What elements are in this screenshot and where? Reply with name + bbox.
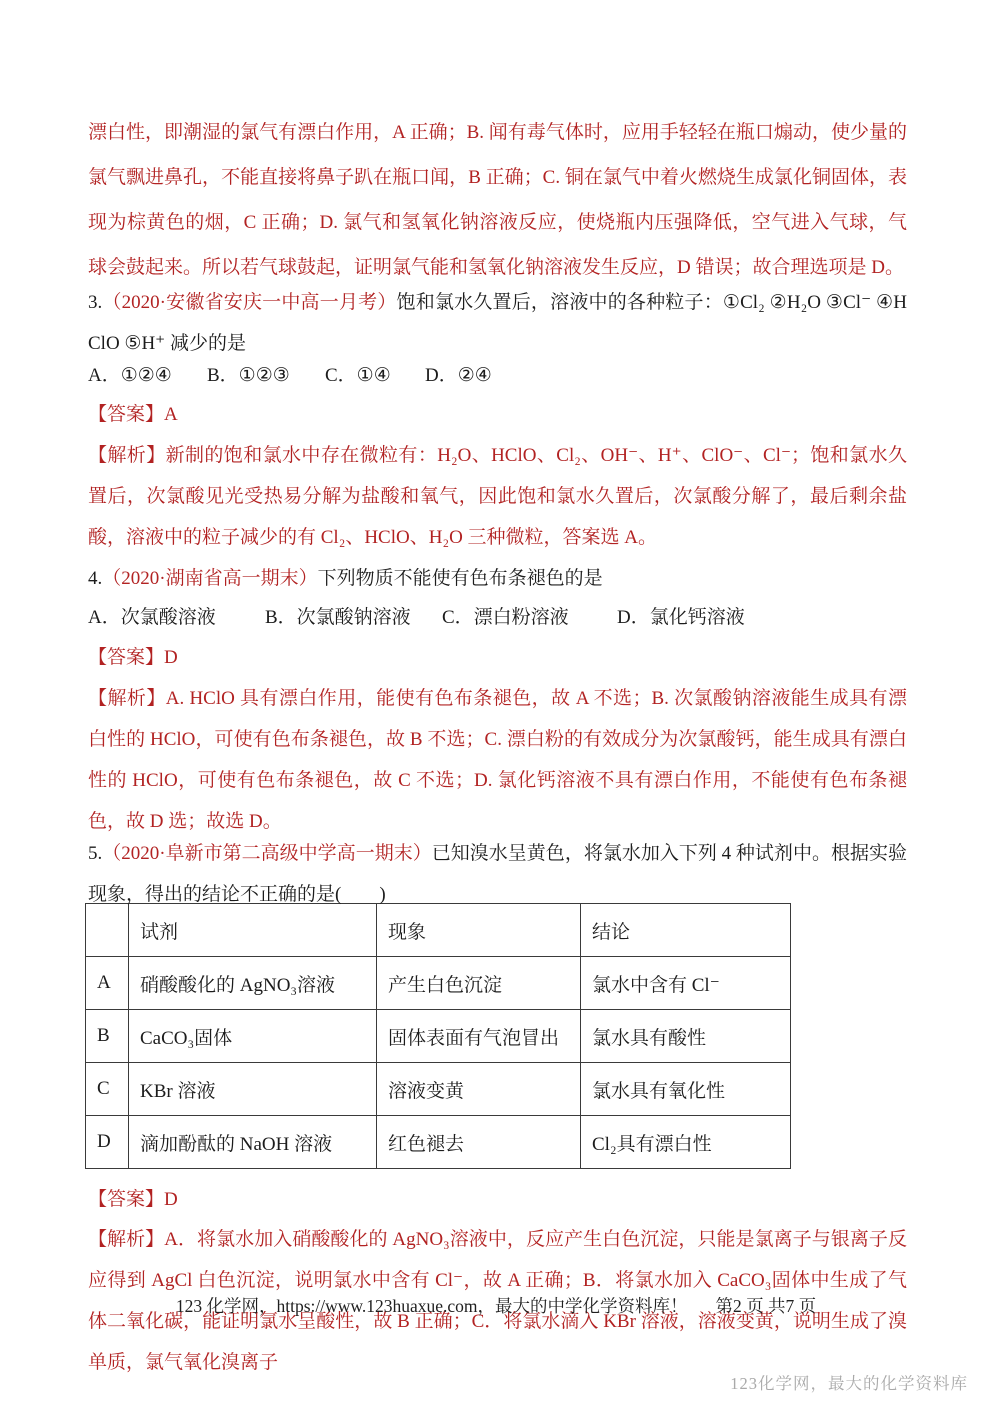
question-3-source: （2020·安徽省安庆一中高一月考） (102, 292, 397, 313)
question-3-answer (88, 394, 907, 435)
table-row (86, 957, 791, 1010)
answer-label: 【答案】 (88, 404, 165, 425)
question-4-analysis (88, 678, 907, 842)
row-phenomenon: 产生白色沉淀 (377, 957, 581, 1010)
row-label: B (86, 1010, 129, 1063)
answer-label: 【答案】 (88, 647, 165, 668)
analysis-text: A. HClO 具有漂白作用，能使有色布条褪色，故 A 不选；B. 次氯酸钠溶液能生成具有漂白性的 HClO，可使有色布条褪色，故 B 不选；C. 漂白粉的有效成分为次氯酸钙，能生成具有漂白性的 HClO，可使有色布条褪色，故 C 不选；D. 氯化钙溶液不具有漂白作用，不能使有色布条褪色，故 D 选；故选 D。 (88, 688, 907, 832)
question-3-option-c: C．①④ (325, 365, 391, 386)
analysis-label: 【解析】 (88, 445, 166, 466)
answer-label: 【答案】 (88, 1189, 165, 1210)
row-label: C (86, 1063, 129, 1116)
answer-value: D (164, 1189, 178, 1210)
analysis-text: A．将氯水加入硝酸酸化的 AgNO₃溶液中，反应产生白色沉淀，只能是氯离子与银离子反应得到 AgCl 白色沉淀，说明氯水中含有 Cl⁻，故 A 正确；B．将氯水加入 CaCO₃固体中生成了气体二氧化碳，能证明氯水呈酸性，故 B 正确；C．将氯水滴入 KBr 溶液，溶液变黄，说明生成了溴单质，氯气氧化溴离子 (88, 1229, 907, 1373)
question-4-options (88, 597, 907, 638)
row-conclusion: 氯水中含有 Cl⁻ (581, 957, 791, 1010)
previous-question-analysis: 漂白性，即潮湿的氯气有漂白作用，A 正确；B. 闻有毒气体时，应用手轻轻在瓶口煽动，使少量的氯气飘进鼻孔，不能直接将鼻子趴在瓶口闻，B 正确；C. 铜在氯气中着火燃烧生成氯化铜固体，表现为棕黄色的烟，C 正确；D. 氯气和氢氧化钠溶液反应，使烧瓶内压强降低，空气进入气球，气球会鼓起来。所以若气球鼓起，证明氯气能和氢氧化钠溶液发生反应，D 错误；故合理选项是 D。 (88, 122, 907, 278)
row-reagent: 滴加酚酞的 NaOH 溶液 (129, 1116, 377, 1169)
question-5-text: 已知溴水呈黄色，将氯水加入下列 4 种试剂中。根据实验现象，得出的结论不正确的是( ) (88, 843, 907, 905)
watermark-text: 123化学网，最大的化学资料库 (730, 1374, 968, 1393)
question-5-number: 5. (88, 843, 103, 864)
row-reagent: 硝酸酸化的 AgNO₃溶液 (129, 957, 377, 1010)
question-3-option-a: A．①②④ (88, 365, 172, 386)
question-3-option-d: D．②④ (425, 365, 492, 386)
question-5-source: （2020·阜新市第二高级中学高一期末） (102, 843, 432, 864)
analysis-label: 【解析】 (88, 688, 166, 709)
row-reagent: CaCO₃固体 (129, 1010, 377, 1063)
question-3-option-b: B．①②③ (207, 365, 290, 386)
question-4-source: （2020·湖南省高一期末） (102, 568, 318, 589)
question-4-option-b: B．次氯酸钠溶液 (265, 607, 411, 628)
footer-page-number: 第2 页 共7 页 (715, 1296, 817, 1316)
row-conclusion: 氯水具有氧化性 (581, 1063, 791, 1116)
question-4-answer (88, 637, 907, 678)
analysis-label: 【解析】 (88, 1229, 165, 1250)
question-3-number: 3. (88, 292, 103, 313)
page-footer (0, 1293, 992, 1318)
table-header-phenomenon: 现象 (377, 904, 581, 957)
question-3-text: 饱和氯水久置后，溶液中的各种粒子：①Cl₂ ②H₂O ③Cl⁻ ④HClO ⑤H⁺ 减少的是 (88, 292, 908, 354)
row-phenomenon: 溶液变黄 (377, 1063, 581, 1116)
table-row (86, 1010, 791, 1063)
answer-value: A (164, 404, 178, 425)
question-4-option-d: D．氯化钙溶液 (617, 607, 745, 628)
table-row (86, 1063, 791, 1116)
table-row (86, 1116, 791, 1169)
row-label: D (86, 1116, 129, 1169)
question-3-analysis (88, 435, 907, 558)
question-3-options (88, 355, 907, 396)
footer-site-text: 123 化学网，https://www.123huaxue.com，最大的中学化学资料库！ (175, 1296, 688, 1316)
question-4-text: 下列物质不能使有色布条褪色的是 (317, 568, 603, 589)
row-phenomenon: 固体表面有气泡冒出 (377, 1010, 581, 1063)
analysis-text: 新制的饱和氯水中存在微粒有：H₂O、HClO、Cl₂、OH⁻、H⁺、ClO⁻、Cl⁻；饱和氯水久置后，次氯酸见光受热易分解为盐酸和氧气，因此饱和氯水久置后，次氯酸分解了，最后剩余盐酸，溶液中的粒子减少的有 Cl₂、HClO、H₂O 三种微粒，答案选 A。 (88, 445, 907, 548)
row-label: A (86, 957, 129, 1010)
answer-value: D (164, 647, 178, 668)
question-4-option-c: C．漂白粉溶液 (442, 607, 569, 628)
row-phenomenon: 红色褪去 (377, 1116, 581, 1169)
question-3-stem (88, 282, 907, 364)
table-header-conclusion: 结论 (581, 904, 791, 957)
question-4-number: 4. (88, 568, 103, 589)
question-4-stem (88, 558, 907, 599)
question-5-answer (88, 1179, 907, 1220)
page-content (88, 110, 907, 1383)
row-reagent: KBr 溶液 (129, 1063, 377, 1116)
table-header-reagent: 试剂 (129, 904, 377, 957)
question-4-option-a: A．次氯酸溶液 (88, 607, 216, 628)
row-conclusion: Cl₂具有漂白性 (581, 1116, 791, 1169)
row-conclusion: 氯水具有酸性 (581, 1010, 791, 1063)
question-5-table (85, 903, 791, 1169)
